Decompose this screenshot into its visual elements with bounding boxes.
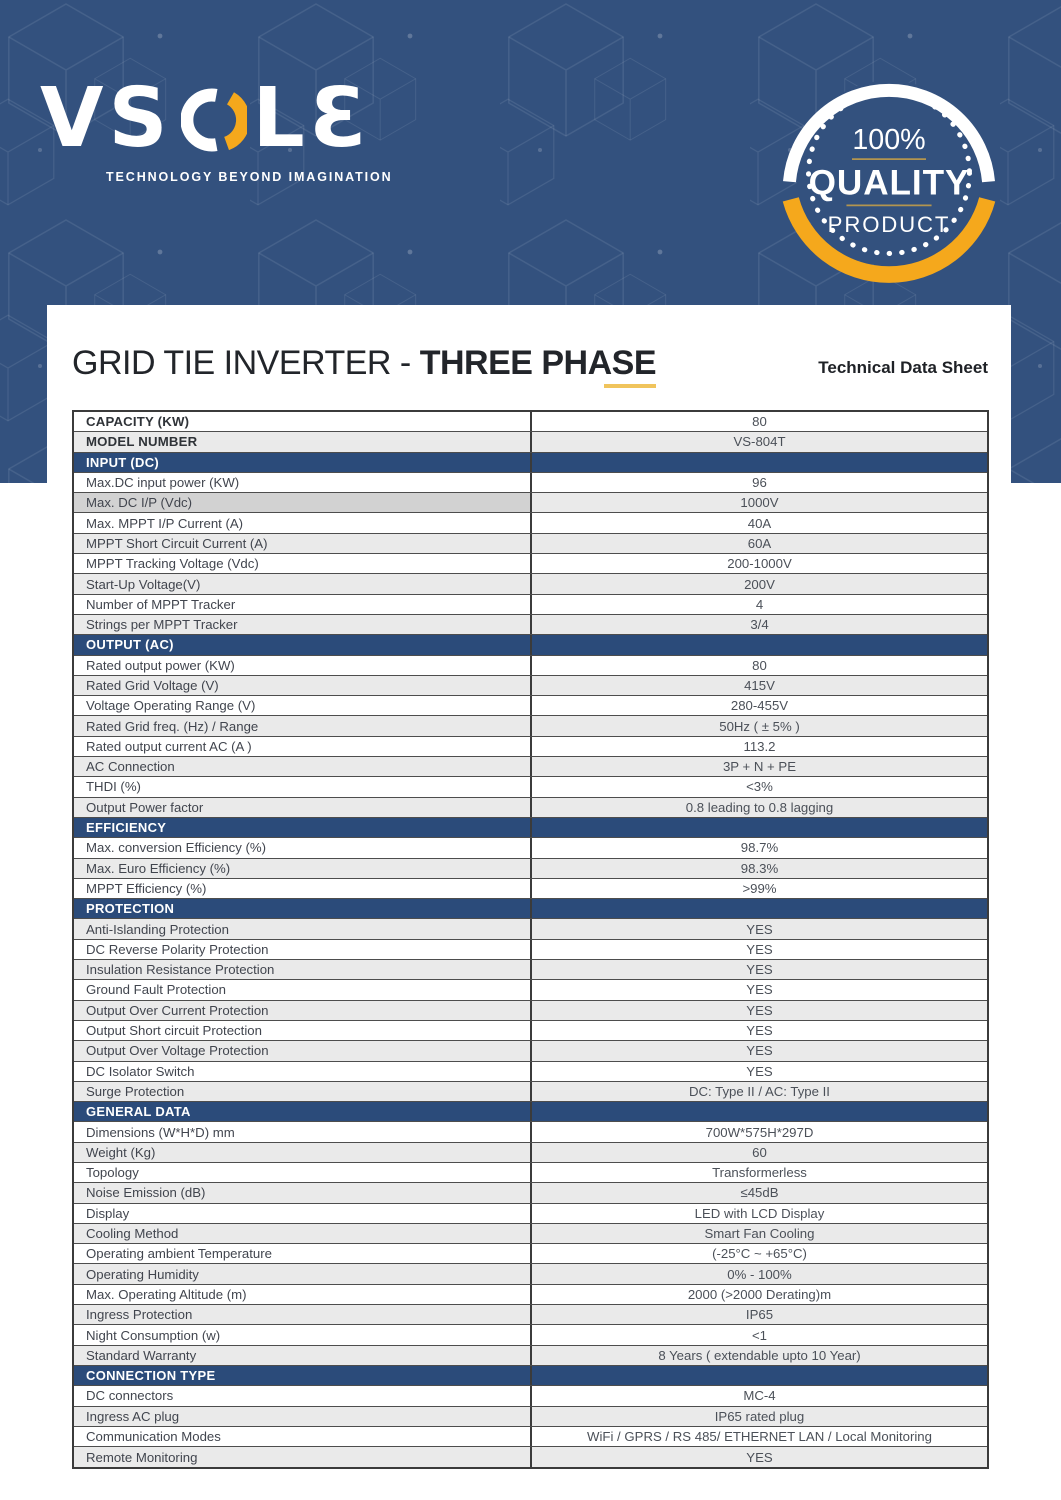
spec-value: 0% - 100% <box>727 1266 792 1282</box>
table-row <box>74 513 987 533</box>
table-row <box>74 757 987 777</box>
table-row <box>74 1163 987 1183</box>
spec-value: 40A <box>747 515 772 531</box>
table-row <box>74 1183 987 1203</box>
badge-quality-text: QUALITY <box>808 163 970 203</box>
spec-value: 3P + N + PE <box>722 759 797 775</box>
table-row <box>74 534 987 554</box>
spec-value: 60A <box>747 535 772 551</box>
spec-label: Output Short circuit Protection <box>74 1021 532 1040</box>
table-row <box>74 1325 987 1345</box>
spec-label: Voltage Operating Range (V) <box>74 696 532 715</box>
spec-value: YES <box>746 921 773 937</box>
table-row <box>74 919 987 939</box>
spec-label: Surge Protection <box>74 1082 532 1101</box>
spec-label: Communication Modes <box>74 1427 532 1446</box>
spec-label: Cooling Method <box>74 1224 532 1243</box>
title-row <box>72 345 988 382</box>
spec-label: Operating Humidity <box>74 1264 532 1283</box>
section-header-row <box>74 899 987 919</box>
page-title-regular: GRID TIE INVERTER - <box>72 344 420 382</box>
spec-label: Output Over Voltage Protection <box>74 1041 532 1060</box>
table-row <box>74 1204 987 1224</box>
section-value-spacer <box>532 1102 987 1121</box>
table-row <box>74 879 987 899</box>
table-row <box>74 1407 987 1427</box>
spec-label: Rated output power (KW) <box>74 656 532 675</box>
spec-value: YES <box>746 1043 773 1059</box>
spec-label: Ingress Protection <box>74 1305 532 1324</box>
spec-label: MODEL NUMBER <box>74 432 532 451</box>
spec-value: IP65 <box>745 1307 774 1323</box>
spec-label: Output Over Current Protection <box>74 1001 532 1020</box>
logo-o-mark-icon <box>181 82 247 156</box>
table-row <box>74 960 987 980</box>
table-row <box>74 656 987 676</box>
section-header-row <box>74 453 987 473</box>
logo-letter-s: S <box>108 71 173 166</box>
table-row <box>74 798 987 818</box>
spec-label: Start-Up Voltage(V) <box>74 574 532 593</box>
spec-label: Insulation Resistance Protection <box>74 960 532 979</box>
spec-value: <3% <box>746 779 773 795</box>
spec-value: 200-1000V <box>727 556 792 572</box>
spec-label: Night Consumption (w) <box>74 1325 532 1344</box>
spec-value: YES <box>746 941 773 957</box>
spec-label: Max. Operating Altitude (m) <box>74 1285 532 1304</box>
spec-label: Noise Emission (dB) <box>74 1183 532 1202</box>
table-row <box>74 696 987 716</box>
datasheet-label: Technical Data Sheet <box>818 358 988 378</box>
section-value-spacer <box>532 899 987 918</box>
section-title: CONNECTION TYPE <box>74 1366 532 1385</box>
spec-value: YES <box>746 1063 773 1079</box>
logo-wordmark <box>40 71 393 166</box>
spec-label: Max. conversion Efficiency (%) <box>74 838 532 857</box>
spec-value: DC: Type II / AC: Type II <box>689 1083 830 1099</box>
spec-value: YES <box>746 1449 773 1465</box>
spec-label: Rated Grid freq. (Hz) / Range <box>74 716 532 735</box>
spec-label: Number of MPPT Tracker <box>74 595 532 614</box>
spec-value: LED with LCD Display <box>694 1205 825 1221</box>
table-row <box>74 1346 987 1366</box>
spec-value: <1 <box>751 1327 768 1343</box>
badge-percent-text: 100% <box>852 123 926 156</box>
table-row <box>74 980 987 1000</box>
table-row <box>74 1082 987 1102</box>
section-value-spacer <box>532 635 987 654</box>
table-row <box>74 432 987 452</box>
section-value-spacer <box>532 818 987 837</box>
table-row <box>74 554 987 574</box>
spec-label: MPPT Short Circuit Current (A) <box>74 534 532 553</box>
table-row <box>74 1264 987 1284</box>
table-row <box>74 1427 987 1447</box>
table-row <box>74 737 987 757</box>
spec-label: Remote Monitoring <box>74 1447 532 1467</box>
spec-label: DC Isolator Switch <box>74 1062 532 1081</box>
table-row <box>74 1143 987 1163</box>
table-row <box>74 1062 987 1082</box>
spec-label: Max. Euro Efficiency (%) <box>74 859 532 878</box>
spec-label: Max. DC I/P (Vdc) <box>74 493 532 512</box>
badge-product-text: PRODUCT <box>827 212 951 238</box>
spec-table <box>72 410 989 1469</box>
table-row <box>74 1244 987 1264</box>
spec-value: 4 <box>755 596 764 612</box>
spec-value: 415V <box>744 678 775 693</box>
table-row <box>74 676 987 696</box>
table-row <box>74 493 987 513</box>
spec-value: YES <box>746 1002 773 1018</box>
table-row <box>74 1447 987 1467</box>
spec-value: 60 <box>752 1144 767 1160</box>
section-header-row <box>74 818 987 838</box>
section-value-spacer <box>532 1366 987 1385</box>
logo-letter-l: L <box>252 71 310 166</box>
spec-value: 50Hz ( ± 5% ) <box>719 718 800 734</box>
table-row <box>74 1021 987 1041</box>
logo-letter-v: V <box>40 71 109 166</box>
table-row <box>74 859 987 879</box>
spec-label: Anti-Islanding Protection <box>74 919 532 938</box>
spec-value: 96 <box>752 475 767 491</box>
page-title-bold-text: THREE PHASE <box>419 344 657 382</box>
table-row <box>74 1285 987 1305</box>
table-row <box>74 940 987 960</box>
brand-tagline: TECHNOLOGY BEYOND IMAGINATION <box>106 170 393 184</box>
spec-label: Display <box>74 1204 532 1223</box>
page-title <box>72 345 656 382</box>
spec-value: 8 Years ( extendable upto 10 Year) <box>658 1347 861 1363</box>
spec-label: Ingress AC plug <box>74 1407 532 1426</box>
spec-value: 2000 (>2000 Derating)m <box>687 1286 832 1302</box>
table-row <box>74 574 987 594</box>
table-row <box>74 1386 987 1406</box>
table-row <box>74 838 987 858</box>
spec-label: Rated output current AC (A ) <box>74 737 532 756</box>
spec-label: Topology <box>74 1163 532 1182</box>
section-header-row <box>74 1102 987 1122</box>
spec-label: Output Power factor <box>74 798 532 817</box>
spec-value: VS-804T <box>733 434 786 450</box>
page-title-bold <box>420 345 656 382</box>
spec-label: DC connectors <box>74 1386 532 1405</box>
spec-label: Max.DC input power (KW) <box>74 473 532 492</box>
table-row <box>74 615 987 635</box>
spec-value: 98.7% <box>740 840 779 856</box>
spec-label: CAPACITY (KW) <box>74 412 532 431</box>
spec-label: Weight (Kg) <box>74 1143 532 1162</box>
spec-label: MPPT Efficiency (%) <box>74 879 532 898</box>
spec-value: 3/4 <box>750 617 769 633</box>
spec-label: Operating ambient Temperature <box>74 1244 532 1263</box>
section-value-spacer <box>532 453 987 472</box>
section-header-row <box>74 1366 987 1386</box>
spec-value: 1000V <box>740 495 779 511</box>
section-header-row <box>74 635 987 655</box>
brand-logo <box>40 71 393 184</box>
table-row <box>74 716 987 736</box>
spec-label: Dimensions (W*H*D) mm <box>74 1122 532 1141</box>
spec-value: MC-4 <box>743 1388 776 1404</box>
spec-label: Max. MPPT I/P Current (A) <box>74 513 532 532</box>
spec-label: Rated Grid Voltage (V) <box>74 676 532 695</box>
table-row <box>74 473 987 493</box>
spec-label: Standard Warranty <box>74 1346 532 1365</box>
spec-value: YES <box>746 962 773 978</box>
spec-value: 200V <box>744 576 775 592</box>
spec-label: DC Reverse Polarity Protection <box>74 940 532 959</box>
content-card <box>47 305 1011 1500</box>
spec-value: 700W*575H*297D <box>705 1124 814 1140</box>
logo-letter-e: Ɛ <box>309 71 372 166</box>
spec-label: Ground Fault Protection <box>74 980 532 999</box>
quality-badge <box>778 62 1000 284</box>
table-row <box>74 1001 987 1021</box>
spec-value: 113.2 <box>743 738 776 754</box>
spec-value: (-25°C ~ +65°C) <box>712 1246 807 1262</box>
table-row <box>74 412 987 432</box>
spec-value: 80 <box>752 657 767 673</box>
spec-label: MPPT Tracking Voltage (Vdc) <box>74 554 532 573</box>
spec-value: WiFi / GPRS / RS 485/ ETHERNET LAN / Local Monitoring <box>587 1428 932 1444</box>
spec-label: AC Connection <box>74 757 532 776</box>
section-title: PROTECTION <box>74 899 532 918</box>
spec-value: Smart Fan Cooling <box>704 1226 815 1242</box>
spec-value: ≤45dB <box>740 1185 779 1201</box>
spec-value: 0.8 leading to 0.8 lagging <box>685 799 834 815</box>
table-row <box>74 1224 987 1244</box>
spec-label: THDI (%) <box>74 777 532 796</box>
table-row <box>74 1041 987 1061</box>
section-title: GENERAL DATA <box>74 1102 532 1121</box>
spec-value: 98.3% <box>740 860 779 876</box>
spec-value: Transformerless <box>712 1165 807 1181</box>
section-title: OUTPUT (AC) <box>74 635 532 654</box>
spec-value: 80 <box>752 414 767 430</box>
section-title: INPUT (DC) <box>74 453 532 472</box>
spec-value: YES <box>746 1023 773 1039</box>
table-row <box>74 1305 987 1325</box>
spec-value: >99% <box>742 880 777 896</box>
table-row <box>74 595 987 615</box>
table-row <box>74 1122 987 1142</box>
spec-value: YES <box>746 982 773 998</box>
spec-label: Strings per MPPT Tracker <box>74 615 532 634</box>
title-accent-underline <box>604 384 656 388</box>
spec-value: 280-455V <box>730 698 789 714</box>
spec-value: IP65 rated plug <box>714 1408 805 1424</box>
table-row <box>74 777 987 797</box>
section-title: EFFICIENCY <box>74 818 532 837</box>
